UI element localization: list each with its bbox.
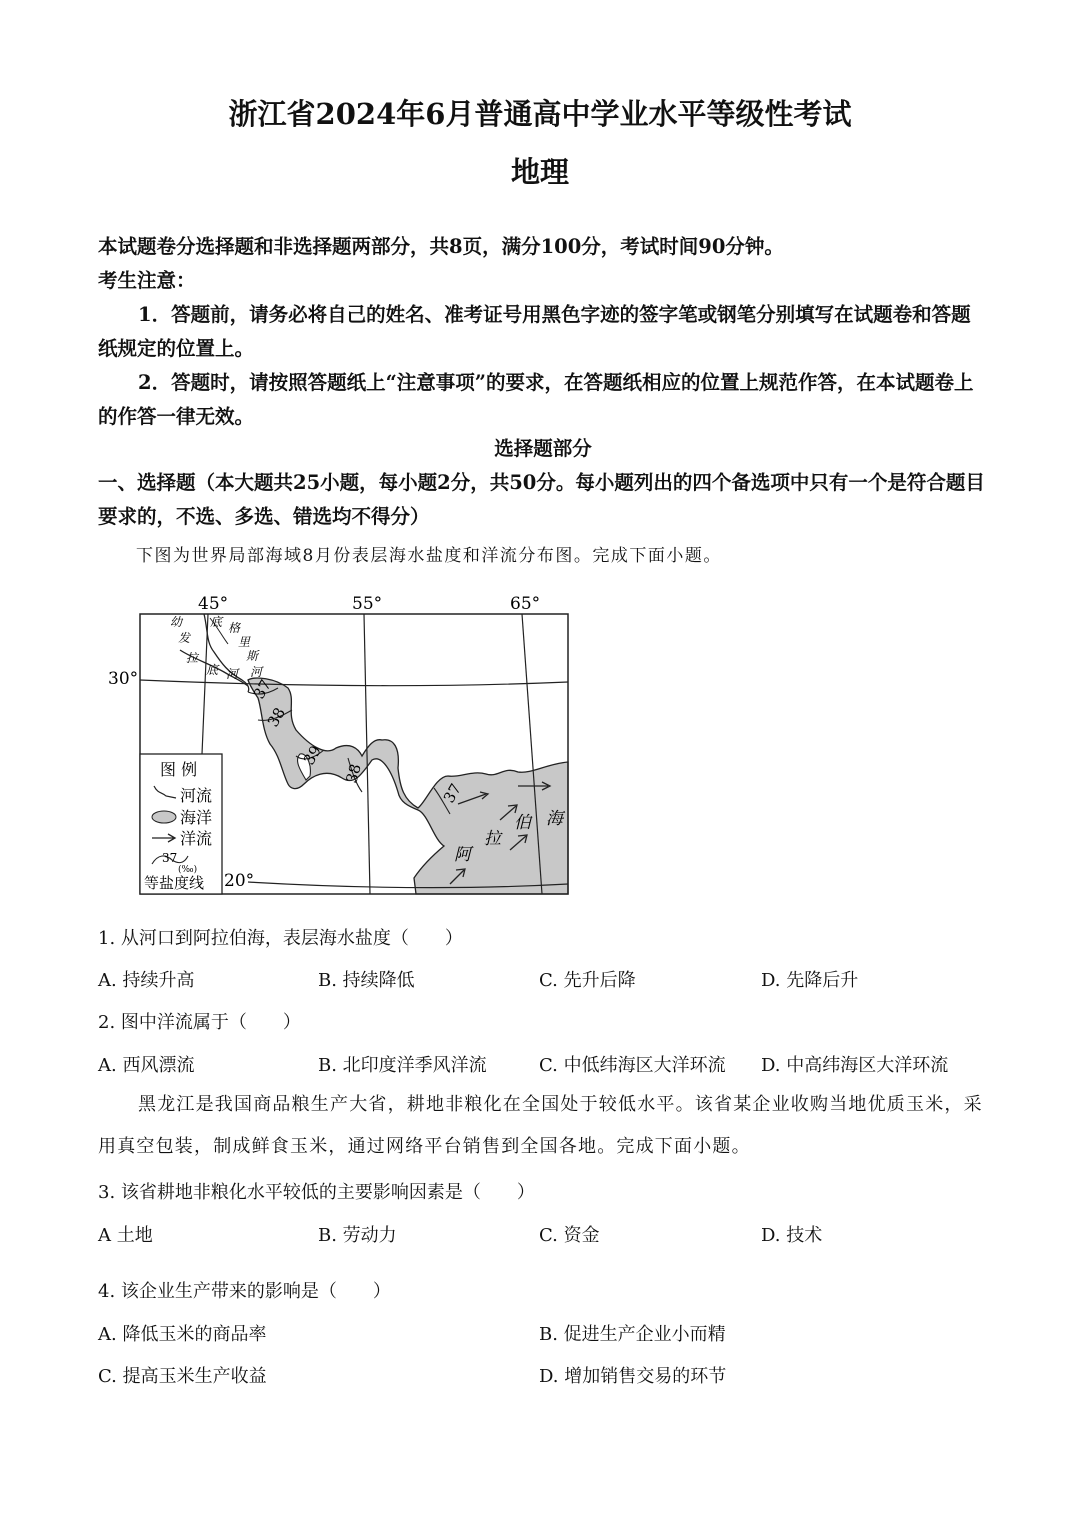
group1-stem: 下图为世界局部海域8月份表层海水盐度和洋流分布图。完成下面小题。 [136,546,722,566]
notice-title: 考生注意： [98,269,196,292]
map-legend [140,754,222,894]
question-2-stem: 2. 图中洋流属于（ ） [98,1012,301,1033]
question-3-option-c[interactable]: C. 资金 [539,1225,600,1246]
notice-item-2: 2．答题时，请按照答题纸上“注意事项”的要求，在答题纸相应的位置上规范作答，在本试题卷上的作答一律无效。 [98,371,974,428]
river-char: 发 [178,631,191,645]
river-char: 底 [206,663,219,677]
salinity-current-map [100,588,580,898]
question-2-option-d[interactable]: D. 中高纬海区大洋环流 [761,1055,949,1076]
lat-label-20: 20° [224,871,255,891]
sea-name-char: 拉 [484,829,501,849]
intro-line: 本试题卷分选择题和非选择题两部分，共8页，满分100分，考试时间90分钟。 [98,235,784,258]
question-3-option-d[interactable]: D. 技术 [761,1225,823,1246]
lon-label-45: 45° [198,594,229,614]
lon-label-55: 55° [352,594,383,614]
lat-label-30: 30° [108,669,139,689]
river-char: 格 [228,621,241,635]
section-title: 选择题部分 [494,437,592,460]
sea-name-char: 伯 [514,813,531,833]
question-4-option-c[interactable]: C. 提高玉米生产收益 [98,1366,267,1387]
isohaline-label: 37 [439,780,466,806]
sea-name-char: 阿 [454,845,471,865]
question-1-option-c[interactable]: C. 先升后降 [539,970,636,991]
river-char: 底 [210,615,223,629]
legend-river-label: 河流 [180,786,213,805]
question-1-option-d[interactable]: D. 先降后升 [761,970,859,991]
legend-current-label: 洋流 [180,829,213,848]
isohaline-label: 38 [263,704,290,730]
question-3-option-b[interactable]: B. 劳动力 [318,1225,397,1246]
river-char: 河 [226,667,239,681]
notice-item-1: 1．答题前，请务必将自己的姓名、准考证号用黑色字迹的签字笔或钢笔分别填写在试题卷和答题纸规定的位置上。 [98,303,971,360]
parallel-30 [140,680,568,686]
group2-stem: 黑龙江是我国商品粮生产大省，耕地非粮化在全国处于较低水平。该省某企业收购当地优质玉米，采用真空包装，制成鲜食玉米，通过网络平台销售到全国各地。完成下面小题。 [98,1094,983,1157]
isohaline-label: 37 [249,676,276,702]
question-4-stem: 4. 该企业生产带来的影响是（ ） [98,1281,391,1302]
question-2-option-a[interactable]: A. 西风漂流 [98,1055,195,1076]
question-4-option-d[interactable]: D. 增加销售交易的环节 [539,1366,727,1387]
river-char: 斯 [246,649,259,663]
legend-ocean-icon [152,811,176,823]
question-2-option-c[interactable]: C. 中低纬海区大洋环流 [539,1055,726,1076]
question-1-stem: 1. 从河口到阿拉伯海，表层海水盐度（ ） [98,928,463,949]
river-char: 幼 [170,615,183,629]
river-char: 里 [238,635,251,649]
river-char: 拉 [186,651,199,665]
isohaline-label: 39 [299,742,326,768]
isohaline-label: 38 [342,761,365,786]
question-3-option-a[interactable]: A 土地 [98,1225,153,1246]
section-heading: 一、选择题（本大题共25小题，每小题2分，共50分。每小题列出的四个备选项中只有一个是符合题目要求的，不选、多选、错选均不得分） [98,471,985,528]
question-4-option-a[interactable]: A. 降低玉米的商品率 [98,1324,267,1345]
legend-title: 图 例 [160,760,198,779]
question-3-stem: 3. 该省耕地非粮化水平较低的主要影响因素是（ ） [98,1182,535,1203]
legend-isohaline-label: 等盐度线 [144,874,205,892]
river-char: 河 [250,665,263,679]
question-1-option-a[interactable]: A. 持续升高 [98,970,195,991]
question-2-option-b[interactable]: B. 北印度洋季风洋流 [318,1055,487,1076]
exam-title: 浙江省2024年6月普通高中学业水平等级性考试 [228,97,852,131]
question-1-option-b[interactable]: B. 持续降低 [318,970,415,991]
legend-isohaline-unit: (‰) [178,865,198,875]
legend-isohaline-value: 37 [162,851,178,865]
lon-label-65: 65° [510,594,541,614]
exam-intro [98,230,988,434]
question-4-option-b[interactable]: B. 促进生产企业小而精 [539,1324,726,1345]
legend-ocean-label: 海洋 [180,808,213,827]
subject-title: 地理 [510,155,569,189]
sea-name-char: 海 [546,809,563,829]
